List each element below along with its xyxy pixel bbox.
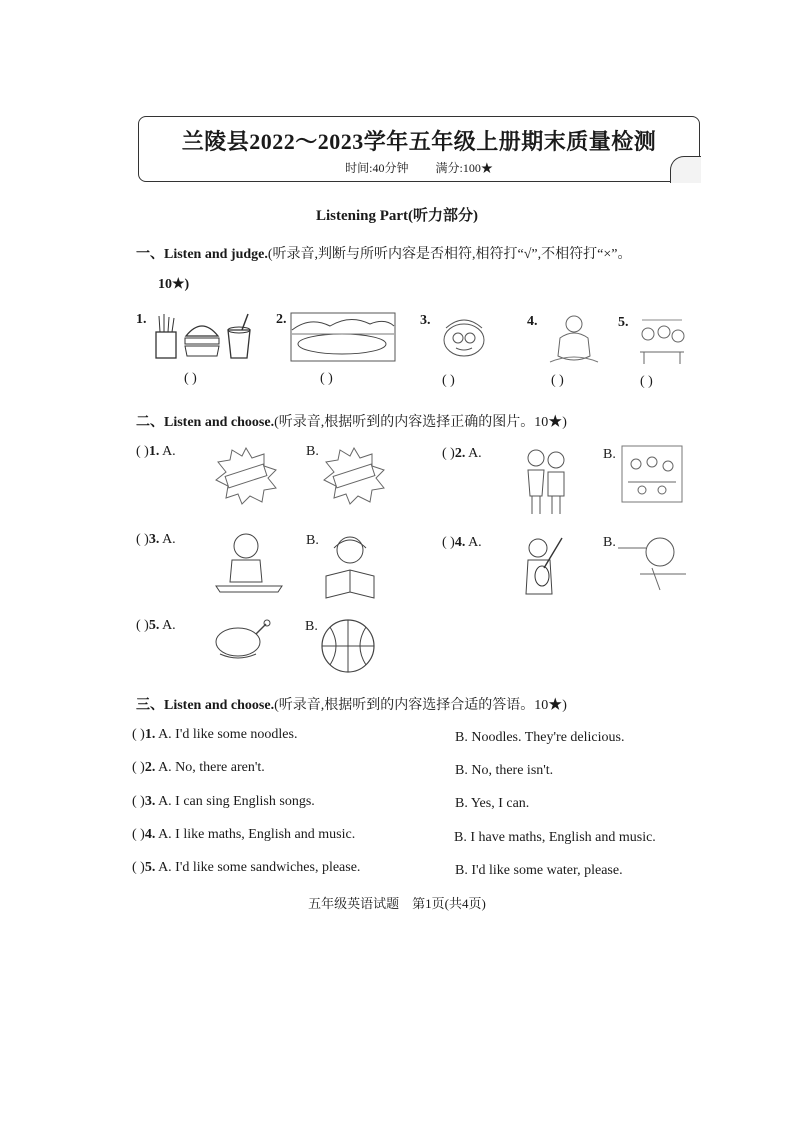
s3-q3-option-a: A. I can sing English songs. xyxy=(158,794,315,809)
exam-score: 满分:100★ xyxy=(435,161,493,175)
cartoon-face-icon xyxy=(436,314,496,364)
animal-icon xyxy=(544,312,604,368)
s2-q1-option-a: A. xyxy=(162,444,176,459)
s3-q1-option-a: A. I'd like some noodles. xyxy=(158,727,298,742)
lake-landscape-icon xyxy=(290,312,396,362)
s1-item2-number: 2. xyxy=(276,312,287,327)
s2-q2-option-a: A. xyxy=(468,446,482,461)
s2-q1-option-b: B. xyxy=(306,444,319,459)
exam-time: 时间:40分钟 xyxy=(345,161,409,175)
s2-q1-answer[interactable]: ( ) xyxy=(136,444,149,459)
listening-part-heading: Listening Part(听力部分) xyxy=(315,208,479,224)
s3-q5-option-b: B. I'd like some water, please. xyxy=(455,863,623,878)
s2-q3 xyxy=(136,532,176,548)
s3-q2-option-b: B. No, there isn't. xyxy=(455,763,554,778)
s2-q4-option-b: B. xyxy=(603,535,616,550)
s2-q2 xyxy=(442,446,482,462)
page-curl-decoration xyxy=(670,156,701,183)
s1-item1-number: 1. xyxy=(136,312,147,327)
s2-q4-number: 4. xyxy=(454,535,466,550)
s2-q3-number: 3. xyxy=(148,532,160,547)
s2-q2-option-b: B. xyxy=(603,447,616,462)
s2-q5-number: 5. xyxy=(148,618,160,633)
s3-q3 xyxy=(132,794,315,810)
s2-q3-option-b: B. xyxy=(306,533,319,548)
s3-q4 xyxy=(132,827,355,843)
s1-item3-answer[interactable]: ( ) xyxy=(442,373,455,388)
s3-q2 xyxy=(132,760,265,776)
s1-item2-answer[interactable]: ( ) xyxy=(320,371,333,386)
s1-item1-answer[interactable]: ( ) xyxy=(184,371,197,386)
section1-instruction: (听录音,判断与所听内容是否相符,相符打“√”,不相符打“×”。 xyxy=(267,247,632,262)
section2-instruction: (听录音,根据听到的内容选择正确的图片。10★) xyxy=(274,415,567,430)
s2-q1-number: 1. xyxy=(148,444,160,459)
s1-item5-number: 5. xyxy=(618,315,629,330)
section1-heading xyxy=(136,243,631,263)
s3-q5-answer[interactable]: ( ) xyxy=(132,860,145,875)
two-children-icon xyxy=(518,444,574,518)
basketball-icon xyxy=(320,618,376,674)
fast-food-icon xyxy=(152,312,262,362)
s3-q2-number: 2. xyxy=(144,760,156,775)
group-activity-icon xyxy=(620,444,684,504)
s1-item4-answer[interactable]: ( ) xyxy=(551,373,564,388)
boy-writing-icon xyxy=(212,530,284,596)
s2-q5 xyxy=(136,618,176,634)
s2-q3-option-a: A. xyxy=(162,532,176,547)
classroom-icon xyxy=(634,312,690,368)
exam-info xyxy=(139,159,699,176)
s3-q3-option-b: B. Yes, I can. xyxy=(455,796,530,811)
section3-heading xyxy=(136,694,567,714)
sunday-stamp-icon xyxy=(320,446,388,506)
s1-item5-answer[interactable]: ( ) xyxy=(640,374,653,389)
s1-item3-number: 3. xyxy=(420,313,431,328)
s3-q4-option-b: B. I have maths, English and music. xyxy=(454,830,656,845)
s2-q4-option-a: A. xyxy=(468,535,482,550)
s3-q1-answer[interactable]: ( ) xyxy=(132,727,145,742)
s3-q4-number: 4. xyxy=(144,827,156,842)
s2-q3-answer[interactable]: ( ) xyxy=(136,532,149,547)
s3-q5-option-a: A. I'd like some sandwiches, please. xyxy=(158,860,361,875)
s3-q1 xyxy=(132,727,297,743)
page-footer: 五年级英语试题 第1页(共4页) xyxy=(308,896,486,911)
sunday-stamp-icon xyxy=(212,446,280,506)
s3-q1-option-b: B. Noodles. They're delicious. xyxy=(455,730,625,745)
section1-title: 一、Listen and judge. xyxy=(136,247,268,262)
title-banner xyxy=(138,116,700,182)
s2-q5-option-b: B. xyxy=(305,619,318,634)
boy-drinking-icon xyxy=(616,534,692,594)
s3-q5-number: 5. xyxy=(144,860,156,875)
s2-q4-answer[interactable]: ( ) xyxy=(442,535,455,550)
roast-chicken-icon xyxy=(212,616,272,664)
girl-violin-icon xyxy=(518,534,566,600)
s2-q4 xyxy=(442,535,482,551)
s2-q1 xyxy=(136,444,176,460)
s2-q5-answer[interactable]: ( ) xyxy=(136,618,149,633)
s3-q3-number: 3. xyxy=(144,794,156,809)
s2-q5-option-a: A. xyxy=(162,618,176,633)
section3-instruction: (听录音,根据听到的内容选择合适的答语。10★) xyxy=(274,698,567,713)
s3-q4-answer[interactable]: ( ) xyxy=(132,827,145,842)
girl-reading-icon xyxy=(320,532,380,602)
s3-q3-answer[interactable]: ( ) xyxy=(132,794,145,809)
section2-heading xyxy=(136,411,567,431)
section1-points: 10★) xyxy=(158,277,190,292)
section3-title: 三、Listen and choose. xyxy=(136,698,275,713)
s3-q5 xyxy=(132,860,360,876)
s3-q4-option-a: A. I like maths, English and music. xyxy=(158,827,356,842)
section2-title: 二、Listen and choose. xyxy=(136,415,275,430)
s3-q1-number: 1. xyxy=(144,727,156,742)
s1-item4-number: 4. xyxy=(527,314,538,329)
s2-q2-answer[interactable]: ( ) xyxy=(442,446,455,461)
s2-q2-number: 2. xyxy=(454,446,466,461)
s3-q2-answer[interactable]: ( ) xyxy=(132,760,145,775)
s3-q2-option-a: A. No, there aren't. xyxy=(158,760,265,775)
exam-title: 兰陵县2022～2023学年五年级上册期末质量检测 xyxy=(181,129,657,154)
